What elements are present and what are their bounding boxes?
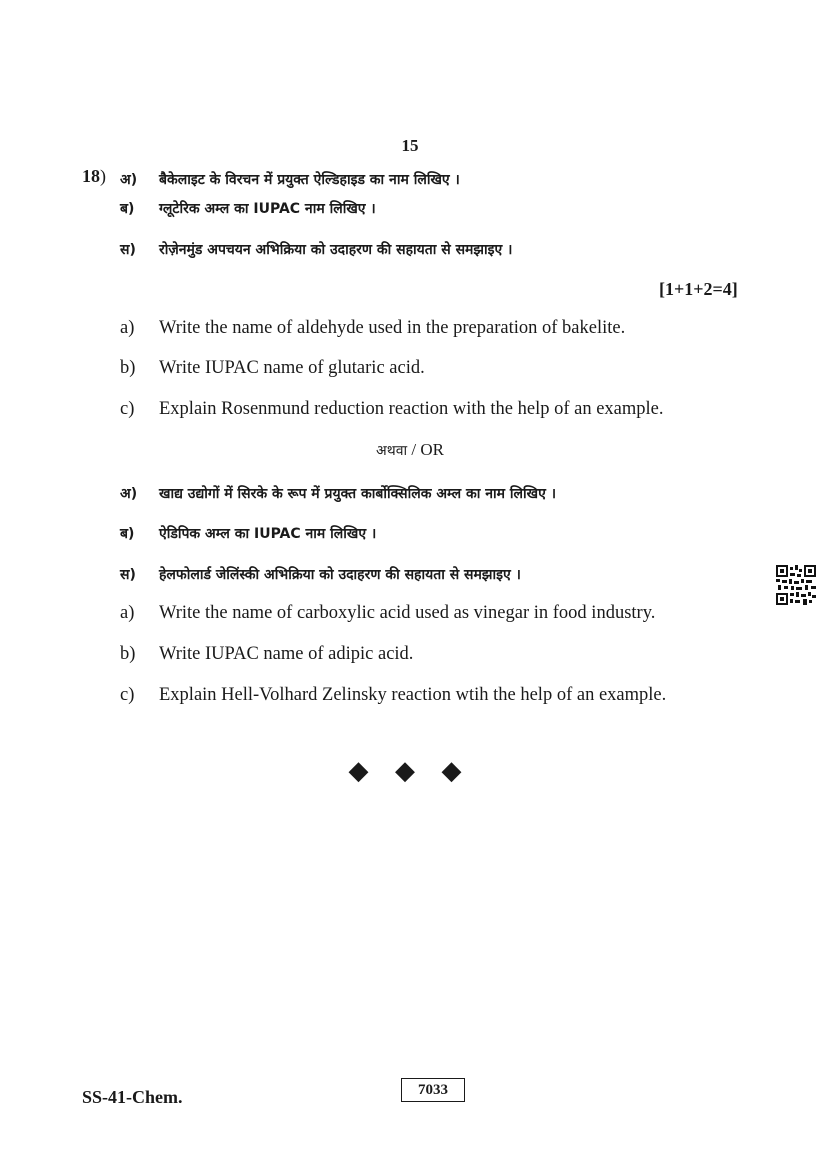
qr-code-icon <box>776 565 816 605</box>
alt-english-part-a-text: Write the name of carboxylic acid used as vinegar in food industry. <box>159 603 656 623</box>
hindi-part-a-label: अ) <box>120 172 138 188</box>
alt-hindi-part-b-text: ऐडिपिक अम्ल का IUPAC नाम लिखिए । <box>159 526 377 542</box>
alt-hindi-part-a-label: अ) <box>120 486 138 502</box>
question-number-paren: ) <box>100 166 106 186</box>
english-part-b-label: b) <box>120 358 136 378</box>
end-marker: ◆ ◆ ◆ <box>348 756 472 785</box>
english-part-a-label: a) <box>120 318 135 338</box>
alt-english-part-c-label: c) <box>120 685 135 705</box>
question-number <box>82 166 106 187</box>
alt-english-part-c-text: Explain Hell-Volhard Zelinsky reaction wtih the help of an example. <box>159 685 667 705</box>
english-part-a-text: Write the name of aldehyde used in the preparation of bakelite. <box>159 318 626 338</box>
alt-english-part-a-label: a) <box>120 603 135 623</box>
alt-hindi-part-b-label: ब) <box>120 526 135 542</box>
alt-english-part-b-label: b) <box>120 644 136 664</box>
hindi-part-c-text: रोज़ेनमुंड अपचयन अभिक्रिया को उदाहरण की सहायता से समझाइए । <box>159 242 513 258</box>
hindi-part-b-text: ग्लूटेरिक अम्ल का IUPAC नाम लिखिए । <box>159 201 376 217</box>
or-hindi: अथवा <box>376 443 408 459</box>
hindi-part-a-text: बैकेलाइट के विरचन में प्रयुक्त ऐल्डिहाइड का नाम लिखिए । <box>159 172 460 188</box>
page-number: 15 <box>401 136 419 155</box>
footer-paper-number: 7033 <box>401 1078 465 1102</box>
alt-hindi-part-c-text: हेलफोलार्ड जेलिंस्की अभिक्रिया को उदाहरण की सहायता से समझाइए । <box>159 567 521 583</box>
question-number-value: 18 <box>82 166 100 186</box>
alt-hindi-part-a-text: खाद्य उद्योगों में सिरके के रूप में प्रयुक्त कार्बोक्सिलिक अम्ल का नाम लिखिए । <box>159 486 557 502</box>
alt-english-part-b-text: Write IUPAC name of adipic acid. <box>159 644 414 664</box>
or-english: / OR <box>407 440 444 459</box>
english-part-c-text: Explain Rosenmund reduction reaction with the help of an example. <box>159 399 664 419</box>
alt-hindi-part-c-label: स) <box>120 567 136 583</box>
footer-paper-code: SS-41-Chem. <box>82 1087 183 1107</box>
or-divider <box>0 440 820 460</box>
hindi-part-b-label: ब) <box>120 201 135 217</box>
english-part-b-text: Write IUPAC name of glutaric acid. <box>159 358 425 378</box>
english-part-c-label: c) <box>120 399 135 419</box>
marks-allocation: [1+1+2=4] <box>659 279 738 299</box>
hindi-part-c-label: स) <box>120 242 136 258</box>
